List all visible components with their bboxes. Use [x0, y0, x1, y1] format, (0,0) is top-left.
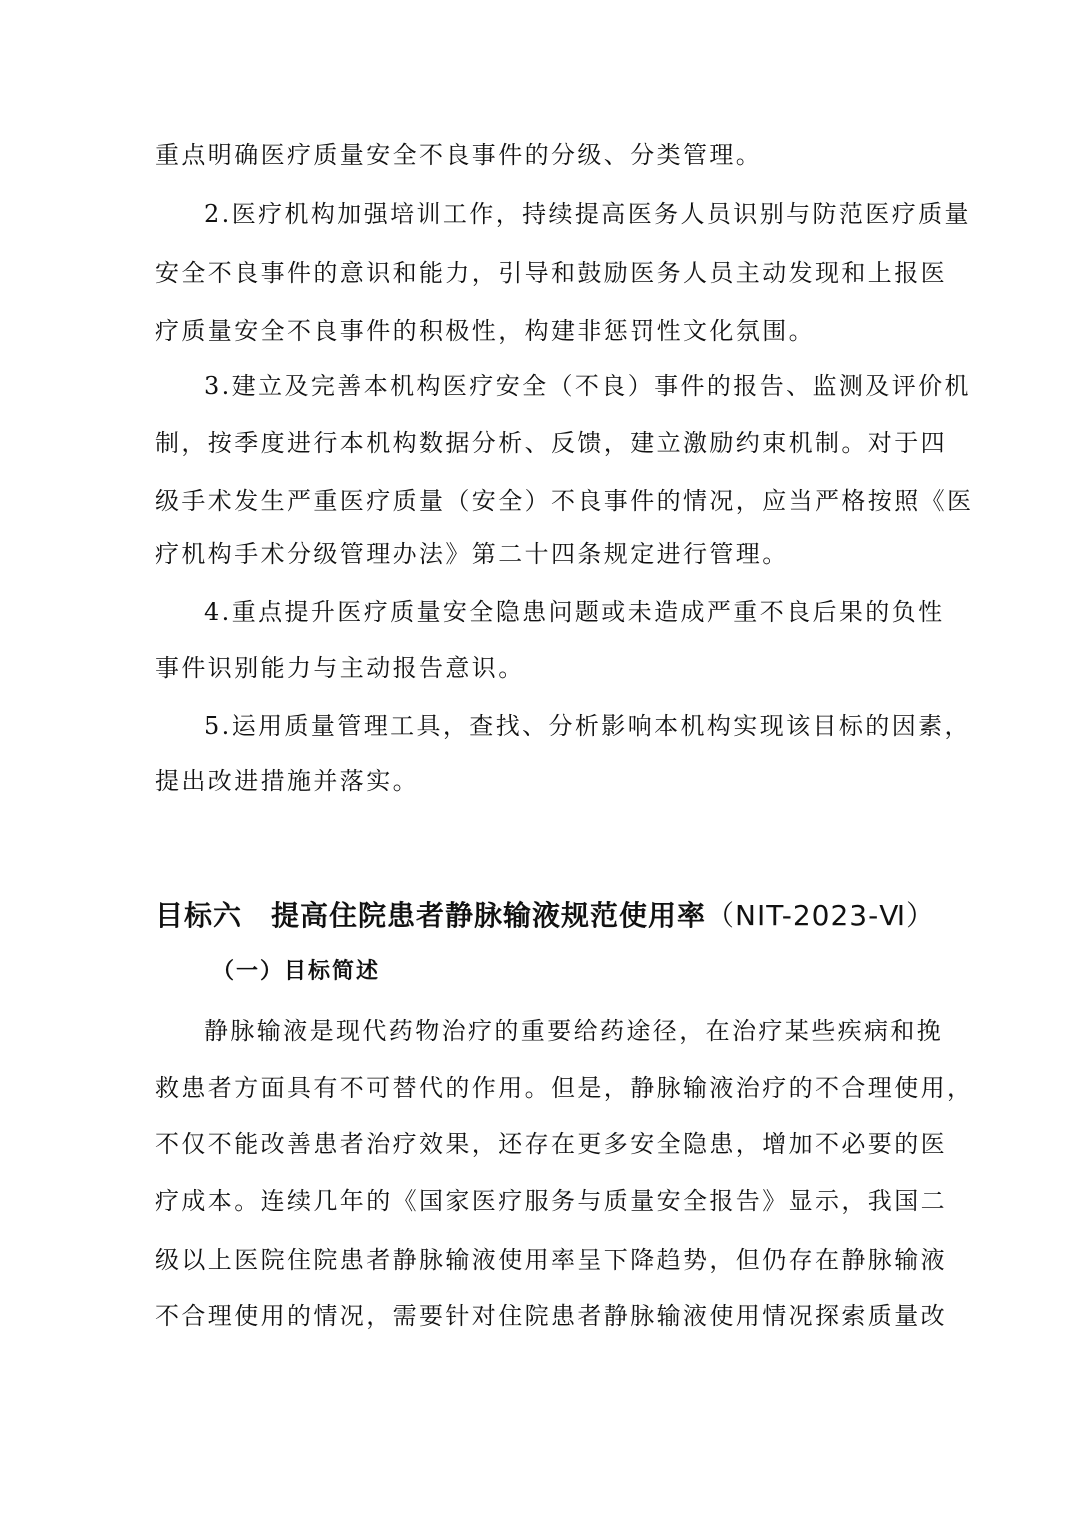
item-2-line: 安全不良事件的意识和能力，引导和鼓励医务人员主动发现和上报医: [155, 259, 947, 287]
summary-line: 不仅不能改善患者治疗效果，还存在更多安全隐患，增加不必要的医: [155, 1130, 947, 1158]
item-3-line: 疗机构手术分级管理办法》第二十四条规定进行管理。: [155, 540, 789, 568]
summary-line: 静脉输液是现代药物治疗的重要给药途径，在治疗某些疾病和挽: [204, 1017, 944, 1045]
item-5-line: 5.运用质量管理工具，查找、分析影响本机构实现该目标的因素，: [204, 712, 971, 740]
section-heading-code: （NIT-2023-Ⅵ）: [706, 899, 936, 932]
item-4-line: 事件识别能力与主动报告意识。: [155, 654, 525, 682]
subheading: （一）目标简述: [212, 959, 381, 984]
summary-line: 救患者方面具有不可替代的作用。但是，静脉输液治疗的不合理使用，: [155, 1074, 974, 1102]
item-3-line: 制，按季度进行本机构数据分析、反馈，建立激励约束机制。对于四: [155, 429, 947, 457]
item-2-line: 2.医疗机构加强培训工作，持续提高医务人员识别与防范医疗质量: [204, 200, 971, 228]
summary-line: 疗成本。连续几年的《国家医疗服务与质量安全报告》显示，我国二: [155, 1187, 947, 1215]
item-5-line: 提出改进措施并落实。: [155, 767, 419, 795]
paragraph-line: 重点明确医疗质量安全不良事件的分级、分类管理。: [155, 141, 763, 169]
item-3-line: 级手术发生严重医疗质量（安全）不良事件的情况，应当严格按照《医: [155, 487, 974, 515]
item-4-line: 4.重点提升医疗质量安全隐患问题或未造成严重不良后果的负性: [204, 598, 945, 626]
summary-line: 级以上医院住院患者静脉输液使用率呈下降趋势，但仍存在静脉输液: [155, 1246, 947, 1274]
section-heading: [155, 896, 935, 936]
item-3-line: 3.建立及完善本机构医疗安全（不良）事件的报告、监测及评价机: [204, 372, 971, 400]
section-heading-title: 目标六 提高住院患者静脉输液规范使用率: [155, 899, 707, 932]
summary-line: 不合理使用的情况，需要针对住院患者静脉输液使用情况探索质量改: [155, 1302, 947, 1330]
item-2-line: 疗质量安全不良事件的积极性，构建非惩罚性文化氛围。: [155, 317, 815, 345]
